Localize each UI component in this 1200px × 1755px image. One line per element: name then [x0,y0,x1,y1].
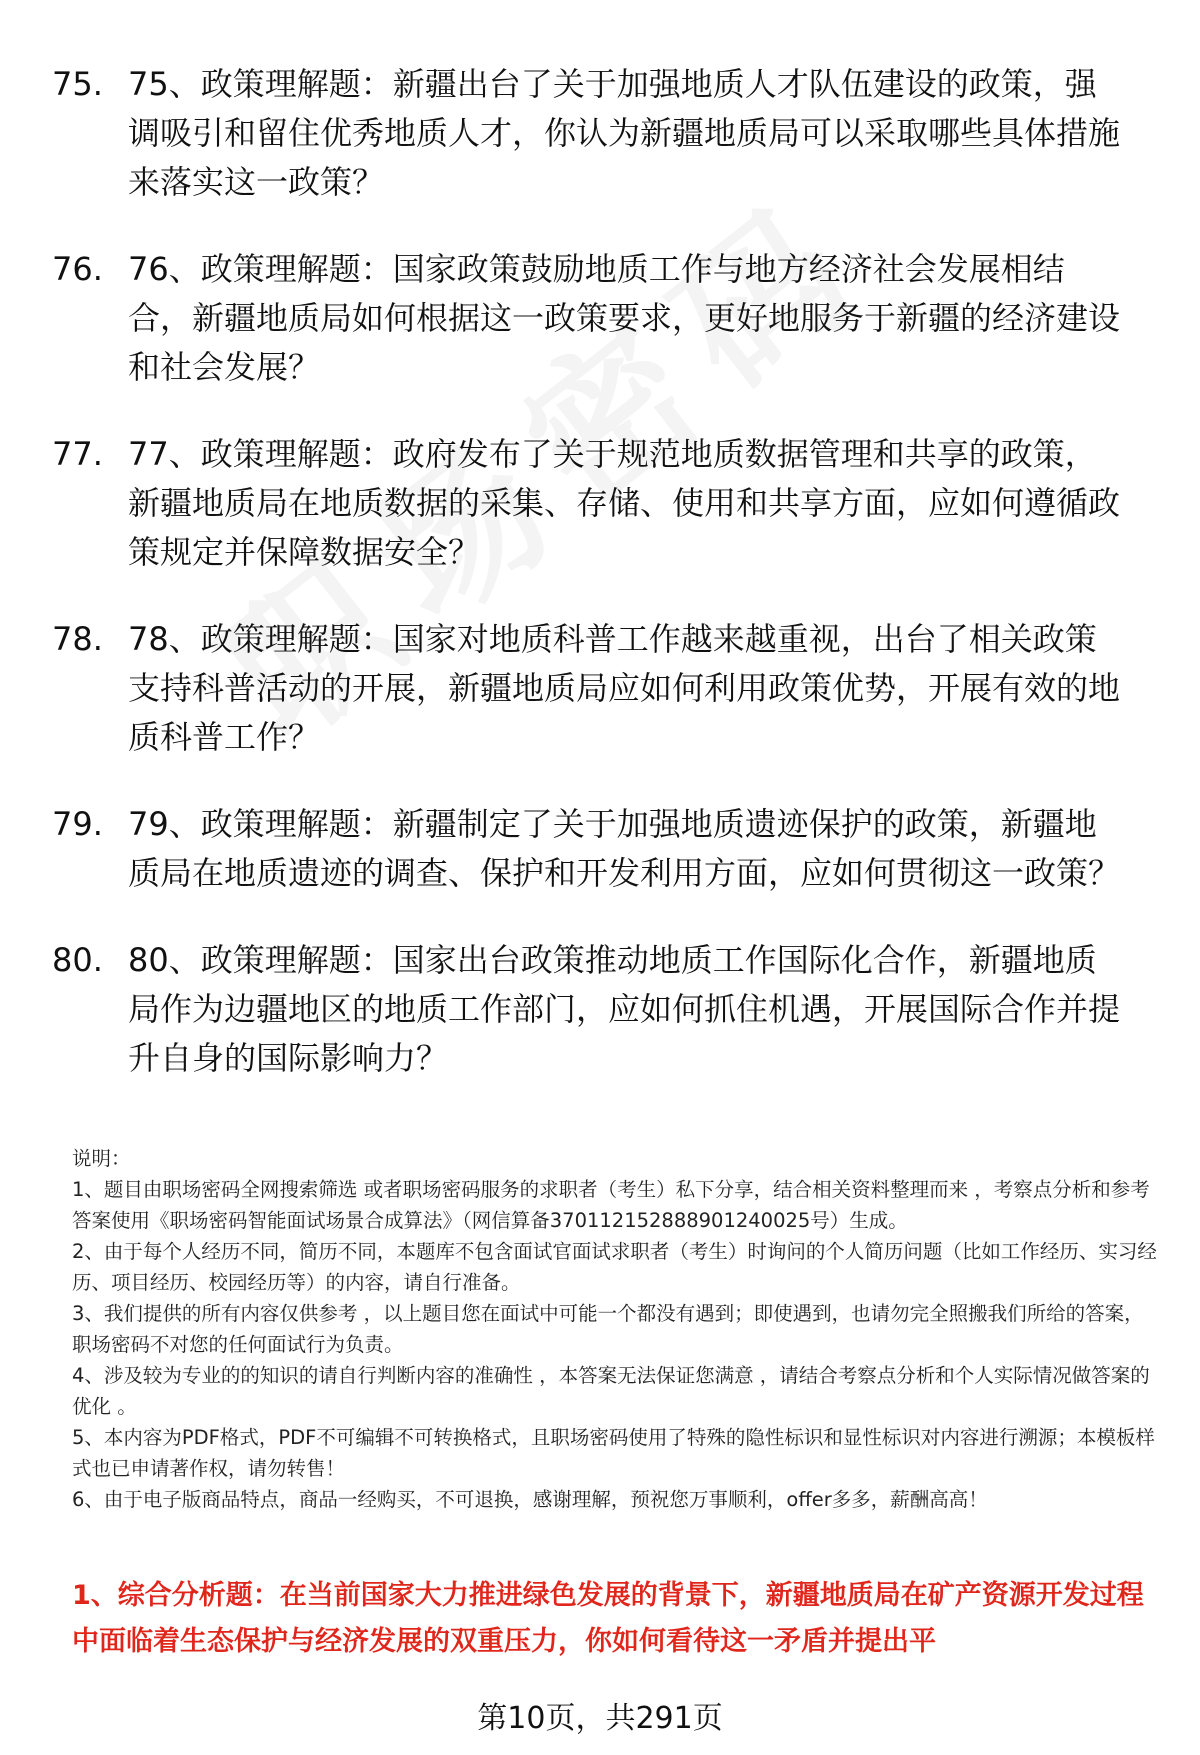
question-list [52,60,1152,1121]
question-number: 79. [52,805,103,843]
page-footer: 第10页，共291页 [477,1701,723,1736]
question-text: 75、政策理解题：新疆出台了关于加强地质人才队伍建设的政策，强调吸引和留住优秀地质人才，你认为新疆地质局可以采取哪些具体措施来落实这一政策？ [128,65,1121,201]
note-item: 4、涉及较为专业的的知识的请自行判断内容的准确性 ，本答案无法保证您满意 ，请结合考察点分析和个人实际情况做答案的优化 。 [72,1364,1150,1418]
question-number: 76. [52,250,103,288]
question-number: 75. [52,65,103,103]
question-number: 78. [52,620,103,658]
question-text: 76、政策理解题：国家政策鼓励地质工作与地方经济社会发展相结合，新疆地质局如何根据这一政策要求，更好地服务于新疆的经济建设和社会发展？ [128,250,1121,386]
question-text: 78、政策理解题：国家对地质科普工作越来越重视，出台了相关政策支持科普活动的开展，新疆地质局应如何利用政策优势，开展有效的地质科普工作？ [128,620,1121,756]
notes-section [72,1143,1162,1515]
question-item [52,430,1152,577]
question-number: 77. [52,435,103,473]
question-item [52,60,1152,207]
notes-title: 说明： [72,1147,131,1170]
question-item [52,800,1152,898]
note-item: 6、由于电子版商品特点，商品一经购买，不可退换，感谢理解，预祝您万事顺利，offer多多，薪酬高高！ [72,1488,988,1511]
note-item: 5、本内容为PDF格式，PDF不可编辑不可转换格式，且职场密码使用了特殊的隐性标识和显性标识对内容进行溯源；本模板样式也已申请著作权，请勿转售！ [72,1426,1155,1480]
question-text: 77、政策理解题：政府发布了关于规范地质数据管理和共享的政策，新疆地质局在地质数据的采集、存储、使用和共享方面，应如何遵循政策规定并保障数据安全？ [128,435,1121,571]
question-text: 80、政策理解题：国家出台政策推动地质工作国际化合作，新疆地质局作为边疆地区的地质工作部门，应如何抓住机遇，开展国际合作并提升自身的国际影响力？ [128,941,1121,1077]
question-number: 80. [52,941,103,979]
note-item: 2、由于每个人经历不同，简历不同，本题库不包含面试官面试求职者（考生）时询问的个人简历问题（比如工作经历、实习经历、项目经历、校园经历等）的内容，请自行准备。 [72,1240,1157,1294]
question-item [52,936,1152,1083]
note-item: 3、我们提供的所有内容仅供参考 ，以上题目您在面试中可能一个都没有遇到；即使遇到，也请勿完全照搬我们所给的答案，职场密码不对您的任何面试行为负责。 [72,1302,1144,1356]
note-item: 1、题目由职场密码全网搜索筛选 或者职场密码服务的求职者（考生）私下分享，结合相关资料整理而来 ，考察点分析和参考答案使用《职场密码智能面试场景合成算法》（网信算备370112152888901240025号）生成。 [72,1178,1150,1232]
highlight-question: 1、综合分析题：在当前国家大力推进绿色发展的背景下，新疆地质局在矿产资源开发过程中面临着生态保护与经济发展的双重压力，你如何看待这一矛盾并提出平 [72,1580,1144,1657]
question-item [52,615,1152,762]
question-text: 79、政策理解题：新疆制定了关于加强地质遗迹保护的政策，新疆地质局在地质遗迹的调查、保护和开发利用方面，应如何贯彻这一政策？ [128,805,1121,892]
question-item [52,245,1152,392]
